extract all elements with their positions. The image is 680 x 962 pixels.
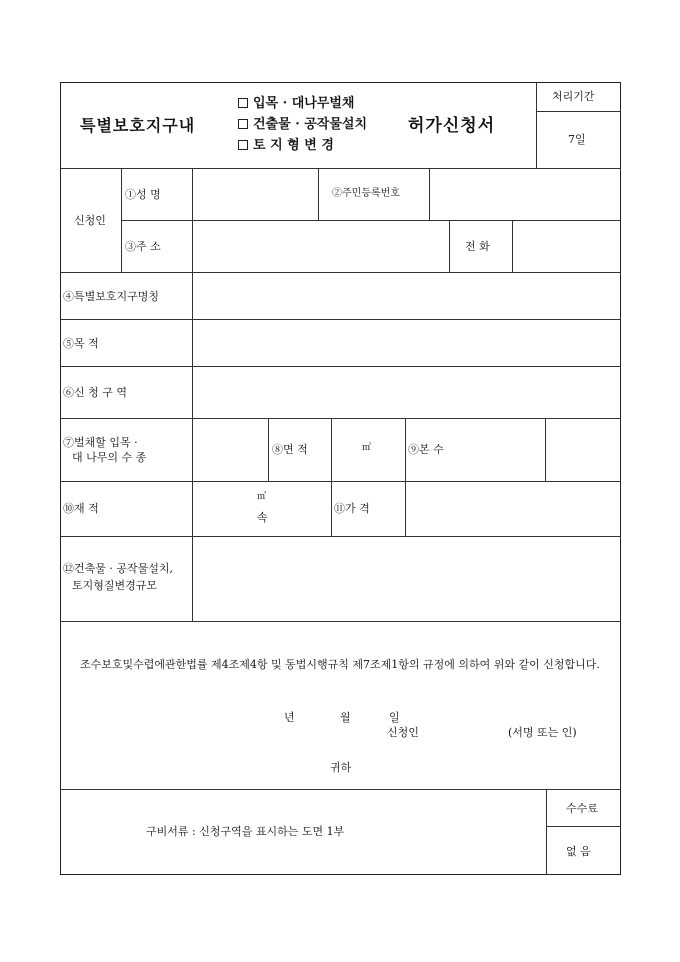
signature-placeholder: (서명 또는 인)	[508, 726, 577, 739]
area-label: ⑧면 적	[272, 443, 308, 456]
checkbox-land-change[interactable]	[238, 140, 248, 150]
volume-unit-cubic: ㎥	[257, 492, 267, 502]
fee-column-line	[546, 789, 547, 875]
label-column-line	[192, 168, 193, 621]
signatory-label: 신청인	[387, 726, 419, 739]
period-divider	[536, 111, 621, 112]
declaration-top-line	[60, 621, 621, 622]
applicant-section-label: 신청인	[74, 214, 106, 227]
rrn-label: ②주민등록번호	[332, 188, 400, 199]
address-phone-line	[449, 220, 450, 272]
count-label: ⑨본 수	[408, 443, 444, 456]
checkbox-tree-felling[interactable]	[238, 98, 248, 108]
option-tree-felling[interactable]: 입목 · 대나무벌채	[238, 97, 354, 110]
count-value-line	[545, 418, 546, 481]
row-line-5	[60, 319, 621, 320]
addressee-label: 귀하	[330, 761, 352, 774]
purpose-label: ⑤목 적	[63, 337, 99, 350]
row-line-6	[60, 366, 621, 367]
processing-period-value: 7일	[568, 133, 586, 146]
date-month: 월	[340, 711, 351, 724]
volume-unit-bundle: 속	[257, 511, 268, 524]
name-rrn-line	[318, 168, 319, 220]
option-building[interactable]: 건출물 · 공작물설치	[238, 118, 367, 131]
area-unit-line	[331, 418, 332, 536]
row-line-7	[60, 418, 621, 419]
applicant-row-divider	[121, 220, 621, 221]
species-area-line	[268, 418, 269, 481]
name-label: ①성 명	[125, 188, 161, 201]
species-label-line2: 대 나무의 수 종	[72, 451, 147, 464]
address-label: ③주 소	[125, 240, 161, 253]
fee-value: 없 음	[566, 845, 591, 858]
row-line-12	[60, 536, 621, 537]
phone-value-line	[512, 220, 513, 272]
volume-label: ⑩재 적	[63, 502, 99, 515]
checkbox-building[interactable]	[238, 119, 248, 129]
declaration-text: 조수보호및수렵에관한법률 제4조제4항 및 동법시행규칙 제7조제1항의 규정에 의하여 위와 같이 신청합니다.	[80, 658, 600, 671]
fee-label: 수수료	[566, 802, 598, 815]
form-title-suffix: 허가신청서	[408, 116, 496, 136]
fee-divider	[546, 826, 621, 827]
rrn-value-line	[429, 168, 430, 220]
row-line-4	[60, 272, 621, 273]
header-bottom-line	[60, 168, 621, 169]
date-year: 년	[284, 711, 295, 724]
footer-top-line	[60, 789, 621, 790]
area-unit: ㎡	[362, 443, 372, 453]
form-title-prefix: 특별보호지구내	[80, 116, 196, 135]
date-day: 일	[389, 711, 400, 724]
count-price-line	[405, 418, 406, 536]
scale-label-line2: 토지형질변경규모	[72, 579, 158, 592]
species-label-line1: ⑦벌채할 입목 ·	[63, 436, 138, 449]
area-requested-label: ⑥신 청 구 역	[63, 386, 127, 399]
row-line-10	[60, 481, 621, 482]
option-land-change[interactable]: 토 지 형 변 경	[238, 139, 334, 152]
price-label: ⑪가 격	[334, 502, 370, 515]
scale-label-line1: ⑫건축물 · 공작물설치,	[63, 562, 173, 575]
required-documents: 구비서류 : 신청구역을 표시하는 도면 1부	[146, 825, 345, 838]
phone-label: 전 화	[465, 240, 490, 253]
district-name-label: ④특별보호지구명칭	[63, 290, 160, 303]
header-period-line	[536, 82, 537, 168]
processing-period-label: 처리기간	[552, 90, 595, 103]
applicant-label-line	[121, 168, 122, 272]
